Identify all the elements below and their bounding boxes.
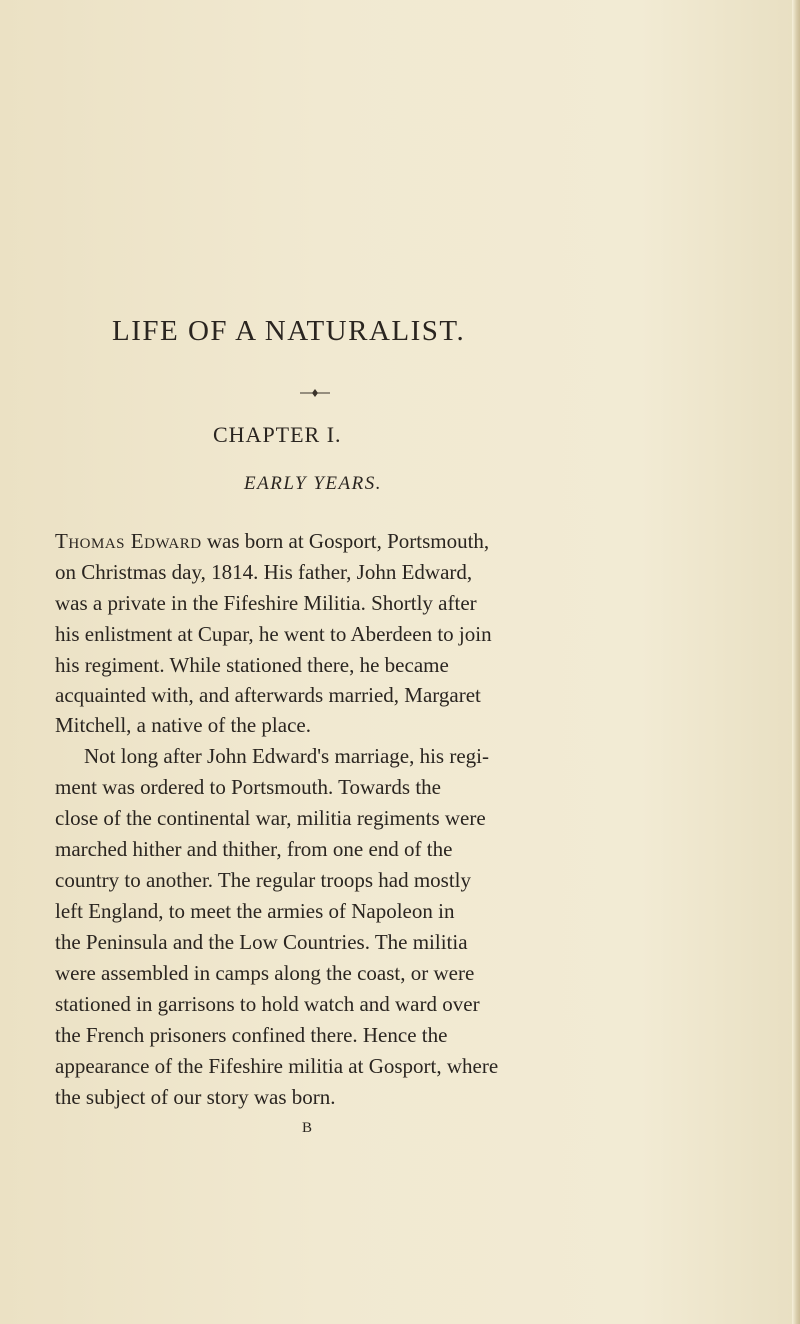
body-line-1 [55,528,635,554]
body-line-11: marched hither and thither, from one end of the [55,837,453,861]
opening-name: Thomas Edward [55,529,202,553]
signature-mark: B [302,1120,313,1136]
body-line-17: the French prisoners confined there. Hence the [55,1023,448,1047]
page-edge [792,0,800,1324]
running-title: LIFE OF A NATURALIST. [112,315,466,347]
body-line-13: left England, to meet the armies of Napoleon in [55,899,455,923]
body-line-2: on Christmas day, 1814. His father, John Edward, [55,560,473,584]
ornament-divider-icon [300,387,330,399]
body-line-3: was a private in the Fifeshire Militia. Shortly after [55,591,477,615]
body-line-19: the subject of our story was born. [55,1085,336,1109]
body-line-10: close of the continental war, militia regiments were [55,806,486,830]
body-line-4: his enlistment at Cupar, he went to Aberdeen to join [55,622,492,646]
body-line-8: Not long after John Edward's marriage, his regi- [84,744,489,768]
body-line-12: country to another. The regular troops had mostly [55,868,472,892]
body-line-14: the Peninsula and the Low Countries. The militia [55,930,468,954]
body-line-7: Mitchell, a native of the place. [55,713,311,737]
body-line-15: were assembled in camps along the coast, or were [55,961,475,985]
body-line-5: his regiment. While stationed there, he became [55,653,449,677]
body-line-18: appearance of the Fifeshire militia at Gosport, where [55,1054,499,1078]
body-line-6: acquainted with, and afterwards married, Margaret [55,683,481,707]
chapter-subtitle: EARLY YEARS. [244,473,382,494]
body-line-9: ment was ordered to Portsmouth. Towards the [55,775,441,799]
body-line-1-text: was born at Gosport, Portsmouth, [201,529,490,553]
chapter-heading: CHAPTER I. [213,422,342,447]
body-line-16: stationed in garrisons to hold watch and ward over [55,992,480,1016]
